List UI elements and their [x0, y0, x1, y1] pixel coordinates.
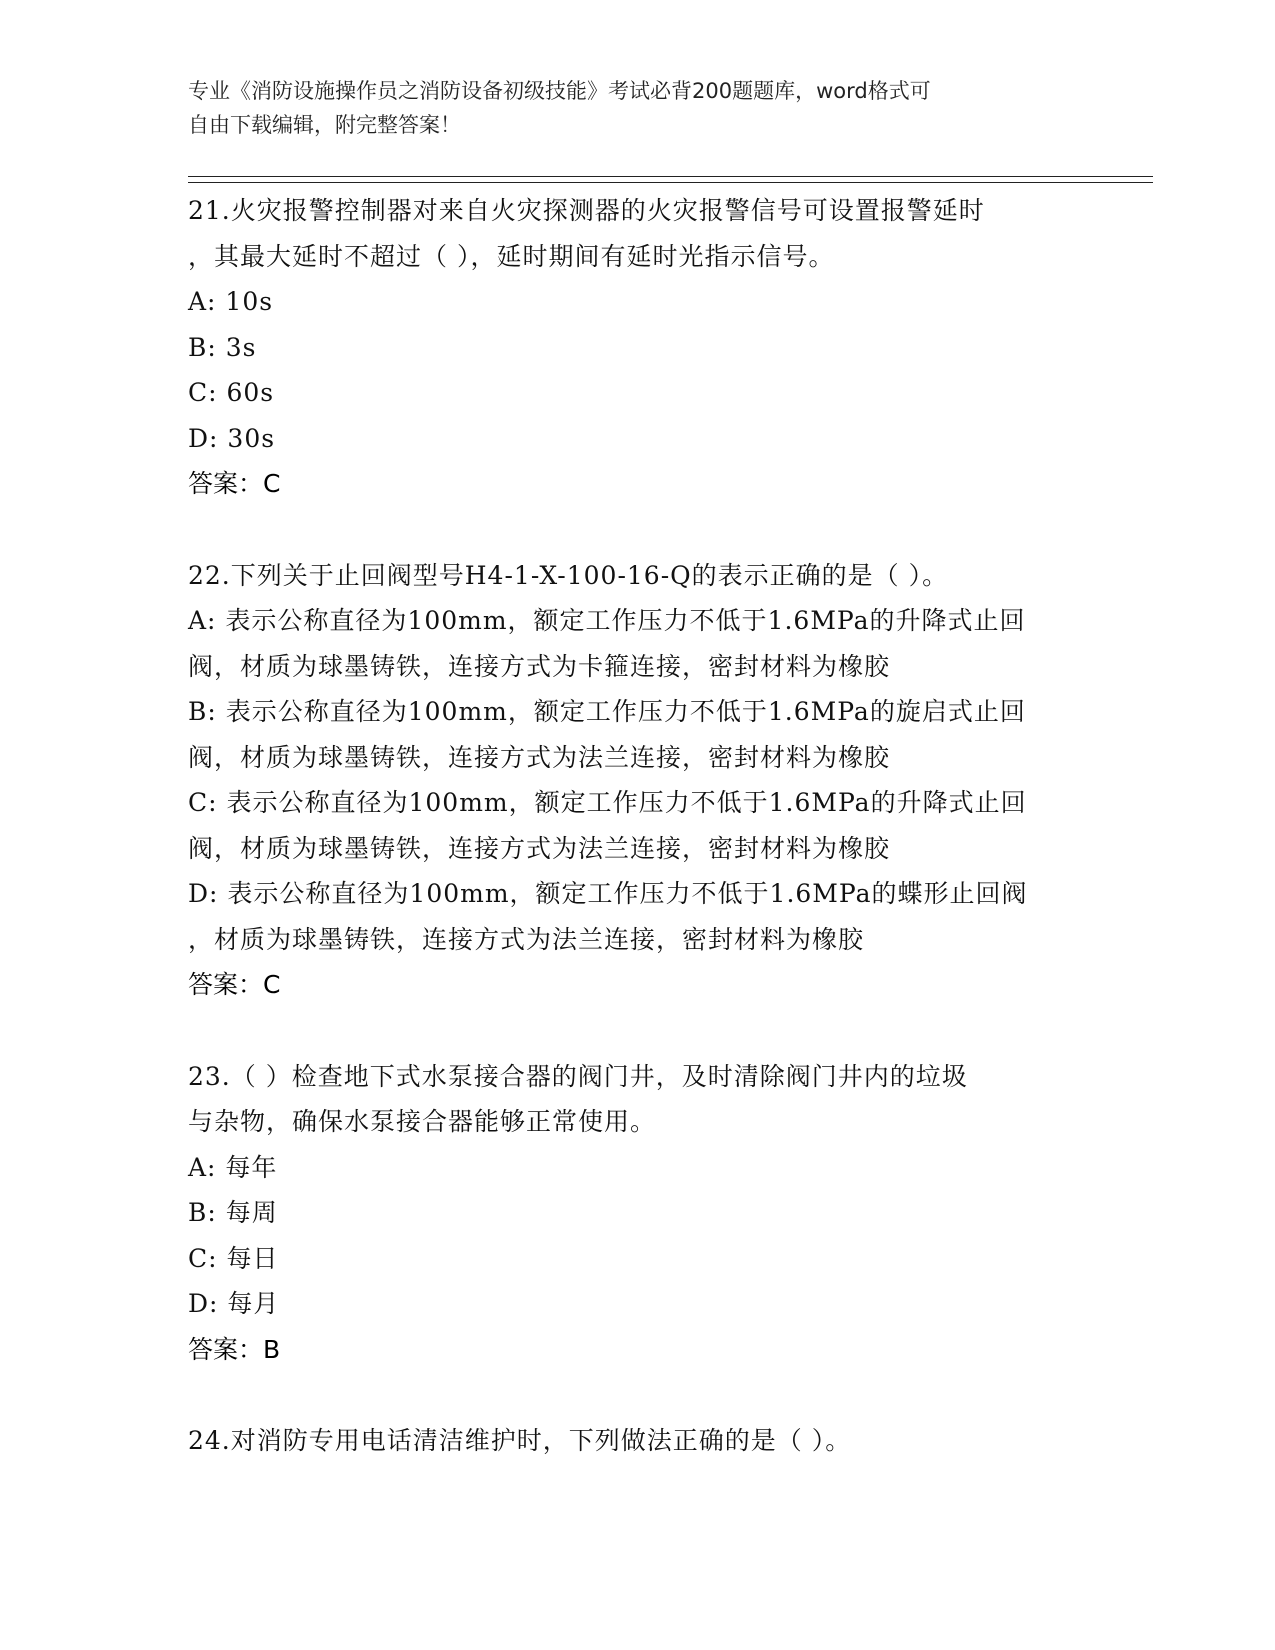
option-a: A: 每年: [188, 1152, 278, 1182]
option-d-continued: ，材质为球墨铸铁，连接方式为法兰连接，密封材料为橡胶: [188, 924, 865, 954]
answer: 答案：C: [188, 469, 281, 498]
question-stem: 22.下列关于止回阀型号H4-1-X-100-16-Q的表示正确的是（ ）。: [188, 560, 949, 590]
header-title-line-2: 自由下载编辑，附完整答案！: [188, 113, 461, 137]
option-b: B: 表示公称直径为100mm，额定工作压力不低于1.6MPa的旋启式止回: [188, 697, 1026, 726]
option-a-continued: 阀，材质为球墨铸铁，连接方式为卡箍连接，密封材料为橡胶: [188, 651, 891, 681]
option-b: B: 每周: [188, 1198, 278, 1227]
document-header: [188, 74, 1088, 142]
question-stem: 24.对消防专用电话清洁维护时，下列做法正确的是（ ）。: [188, 1426, 852, 1455]
option-a: A: 表示公称直径为100mm，额定工作压力不低于1.6MPa的升降式止回: [188, 606, 1026, 635]
question-stem: ，其最大延时不超过（ ），延时期间有延时光指示信号。: [188, 241, 835, 271]
header-title-line-1: 专业《消防设施操作员之消防设备初级技能》考试必背200题题库，word格式可: [188, 79, 931, 103]
option-b: B: 3s: [188, 332, 257, 362]
question-23: [188, 1054, 1088, 1373]
question-21: [188, 188, 1088, 507]
question-24: [188, 1418, 1088, 1464]
option-a: A: 10s: [188, 287, 274, 316]
answer: 答案：C: [188, 970, 281, 999]
question-list: [188, 188, 1088, 1510]
question-stem: 21.火灾报警控制器对来自火灾探测器的火灾报警信号可设置报警延时: [188, 196, 985, 225]
option-c: C: 60s: [188, 378, 275, 407]
option-c: C: 每日: [188, 1243, 279, 1273]
option-d: D: 表示公称直径为100mm，额定工作压力不低于1.6MPa的蝶形止回阀: [188, 879, 1028, 908]
question-stem: 与杂物，确保水泵接合器能够正常使用。: [188, 1107, 657, 1136]
option-c-continued: 阀，材质为球墨铸铁，连接方式为法兰连接，密封材料为橡胶: [188, 833, 891, 863]
option-c: C: 表示公称直径为100mm，额定工作压力不低于1.6MPa的升降式止回: [188, 788, 1027, 817]
option-b-continued: 阀，材质为球墨铸铁，连接方式为法兰连接，密封材料为橡胶: [188, 742, 891, 772]
option-d: D: 30s: [188, 423, 276, 453]
option-d: D: 每月: [188, 1289, 280, 1318]
question-stem: 23.（ ）检查地下式水泵接合器的阀门井，及时清除阀门井内的垃圾: [188, 1061, 968, 1091]
header-divider-bottom: [188, 182, 1153, 183]
question-22: [188, 553, 1088, 1008]
answer: 答案：B: [188, 1334, 281, 1364]
header-divider-top: [188, 176, 1153, 177]
